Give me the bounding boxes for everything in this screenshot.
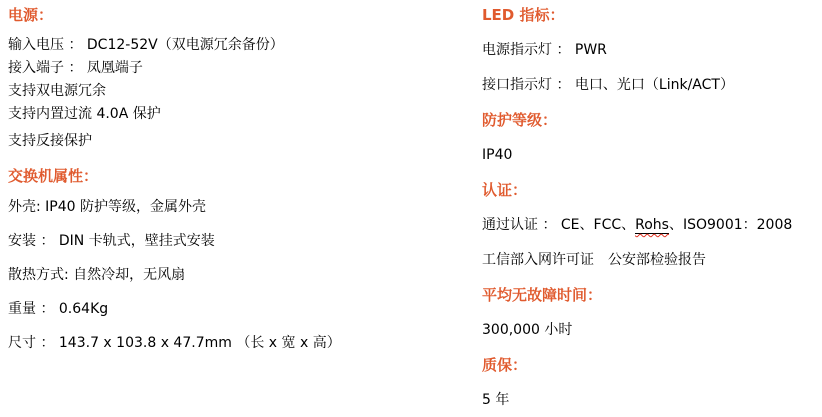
section-heading-warranty: 质保： — [482, 356, 528, 374]
section-heading-mtbf: 平均无故障时间： — [482, 286, 603, 304]
section-heading-led: LED 指标： — [482, 6, 565, 24]
cert-text-rohs-misspelled: Rohs — [635, 217, 669, 233]
cert-text-prefix: 通过认证 ： CE、FCC、 — [482, 217, 636, 233]
spec-line-reverse-protect: 支持反接保护 — [8, 133, 92, 149]
cert-text-suffix: 、ISO9001：2008 — [668, 217, 793, 233]
spec-line-enclosure: 外壳: IP40 防护等级，金属外壳 — [8, 199, 207, 215]
spec-line-weight: 重量 ： 0.64Kg — [8, 301, 109, 317]
spec-line-mounting: 安装 ： DIN 卡轨式，壁挂式安装 — [8, 233, 215, 249]
spec-line-power-led: 电源指示灯 ： PWR — [482, 42, 607, 58]
spec-line-warranty-value: 5 年 — [482, 392, 510, 408]
section-heading-power: 电源： — [8, 6, 54, 24]
spec-line-mtbf-value: 300,000 小时 — [482, 322, 573, 338]
left-column — [8, 0, 474, 353]
spec-line-certifications — [482, 216, 820, 235]
spec-line-overcurrent: 支持内置过流 4.0A 保护 — [8, 106, 161, 122]
section-heading-certification: 认证： — [482, 181, 528, 199]
spec-line-terminal: 接入端子 ： 凤凰端子 — [8, 60, 143, 76]
spec-line-dual-power: 支持双电源冗余 — [8, 83, 106, 99]
spec-line-input-voltage: 输入电压 ： DC12-52V（双电源冗余备份） — [8, 37, 284, 53]
right-column — [482, 0, 820, 410]
spec-line-cooling: 散热方式: 自然冷却，无风扇 — [8, 267, 186, 283]
section-heading-switch-props: 交换机属性： — [8, 167, 99, 185]
spec-line-port-led: 接口指示灯 ： 电口、光口（Link/ACT） — [482, 77, 734, 93]
section-heading-protection: 防护等级： — [482, 111, 558, 129]
spec-line-dimensions: 尺寸 ： 143.7 x 103.8 x 47.7mm （长 x 宽 x 高） — [8, 335, 341, 351]
spec-line-ip-rating: IP40 — [482, 147, 513, 163]
spec-line-licenses: 工信部入网许可证 公安部检验报告 — [482, 252, 706, 268]
